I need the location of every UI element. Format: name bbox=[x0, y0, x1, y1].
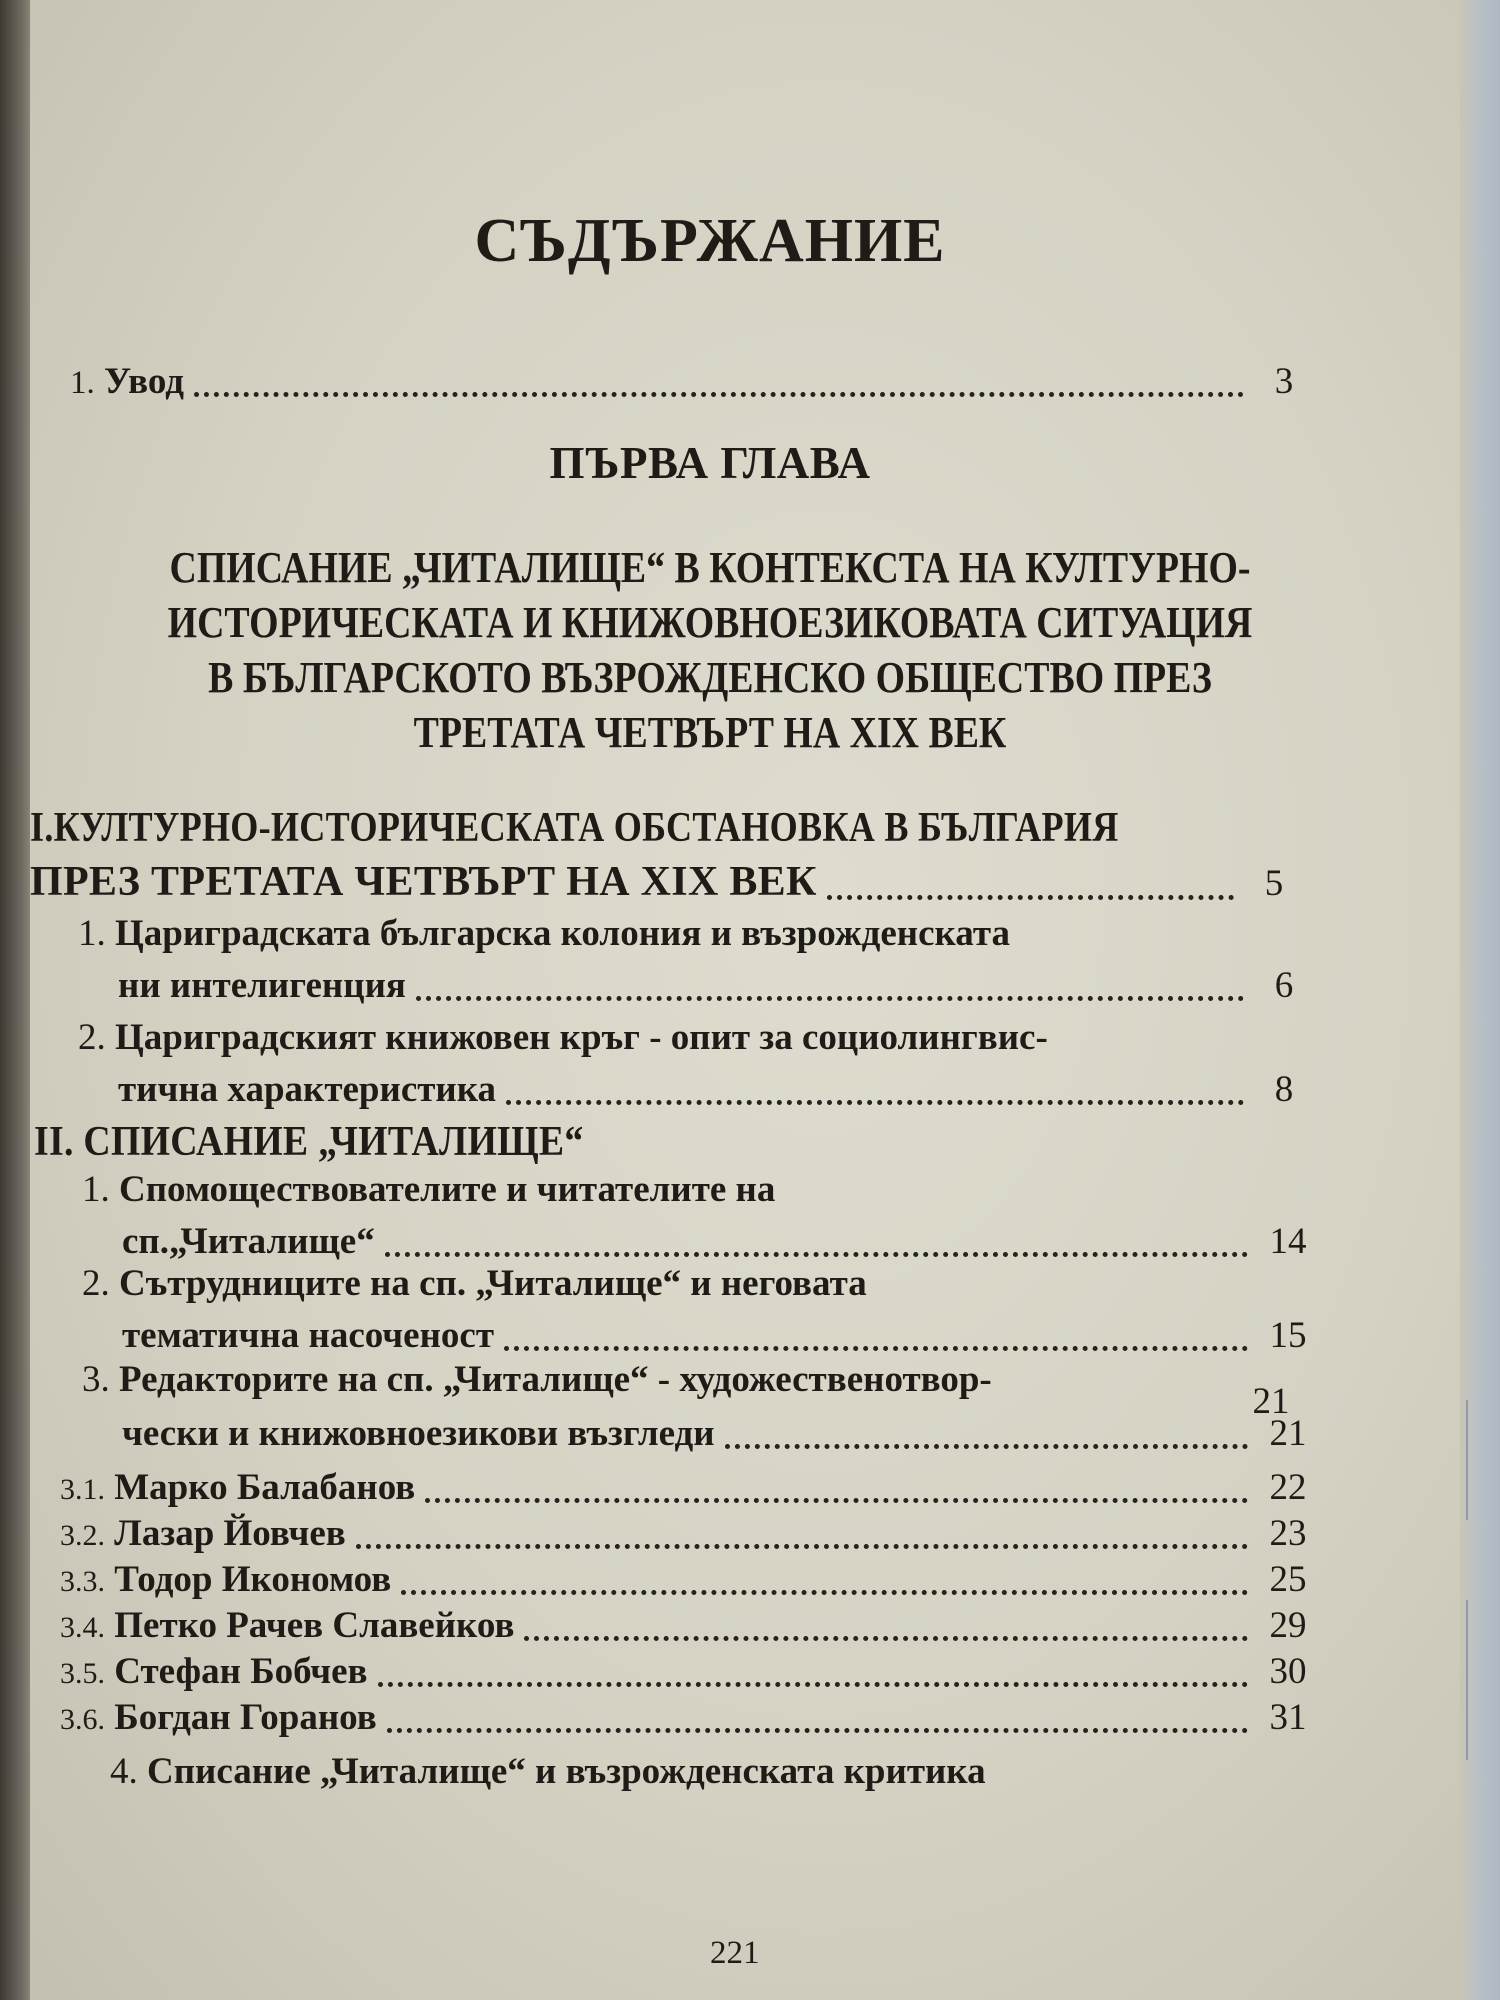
dot-leader bbox=[378, 1682, 1248, 1687]
section-1-heading: I.КУЛТУРНО-ИСТОРИЧЕСКАТА ОБСТАНОВКА В БЪЛГАРИЯ bbox=[30, 805, 1119, 851]
toc-entry-line bbox=[82, 1358, 992, 1401]
entry-label: Увод bbox=[104, 361, 184, 402]
entry-page: 14 bbox=[1269, 1221, 1307, 1262]
chapter-title bbox=[151, 540, 1269, 760]
chapter-title-line: ТРЕТАТА ЧЕТВЪРТ НА XIX ВЕК bbox=[413, 708, 1007, 757]
chapter-title-line: СПИСАНИЕ „ЧИТАЛИЩЕ“ В КОНТЕКСТА НА КУЛТУРНО- bbox=[169, 543, 1251, 592]
entry-number: 2. bbox=[78, 1017, 106, 1058]
entry-page: 3 bbox=[1274, 361, 1294, 402]
entry-label: Марко Балабанов bbox=[114, 1467, 416, 1508]
entry-number: 3.4. bbox=[60, 1611, 105, 1644]
toc-entry-cont bbox=[122, 1314, 1314, 1357]
entry-label: Цариградският книжовен кръг - опит за социолингвис- bbox=[115, 1017, 1048, 1058]
entry-label-cont: ни интелигенция bbox=[118, 965, 406, 1006]
entry-page: 8 bbox=[1274, 1069, 1294, 1110]
entry-label: Спомоществователите и читателите на bbox=[119, 1169, 776, 1210]
toc-entry-last bbox=[110, 1750, 986, 1793]
entry-number: 3.3. bbox=[60, 1565, 105, 1598]
entry-label-cont: чески и книжовноезикови възгледи bbox=[122, 1413, 715, 1454]
dot-leader bbox=[416, 996, 1244, 1001]
entry-label: Петко Рачев Славейков bbox=[114, 1605, 515, 1646]
toc-entry-editor bbox=[60, 1696, 1314, 1739]
entry-label: Сътрудниците на сп. „Читалище“ и неговата bbox=[119, 1263, 867, 1304]
toc-entry-section-1 bbox=[30, 858, 1300, 906]
entry-page: 5 bbox=[1264, 863, 1284, 904]
dot-leader bbox=[827, 895, 1234, 900]
entry-label-cont: сп.„Читалище“ bbox=[122, 1221, 375, 1262]
page-number: 221 bbox=[710, 1935, 760, 1971]
dot-leader bbox=[725, 1444, 1248, 1449]
toc-entry-editor bbox=[60, 1512, 1314, 1555]
chapter-title-line: В БЪЛГАРСКОТО ВЪЗРОЖДЕНСКО ОБЩЕСТВО ПРЕЗ bbox=[208, 653, 1212, 702]
entry-number: 1. bbox=[82, 1169, 110, 1210]
entry-number: 3. bbox=[82, 1359, 110, 1400]
dot-leader bbox=[524, 1636, 1248, 1641]
entry-label: Списание „Читалище“ и възрожденската критика bbox=[147, 1751, 986, 1792]
entry-number: 3.5. bbox=[60, 1657, 105, 1690]
entry-label: Редакторите на сп. „Читалище“ - художественотвор- bbox=[119, 1359, 992, 1400]
section-1-heading-cont: ПРЕЗ ТРЕТАТА ЧЕТВЪРТ НА XIX ВЕК bbox=[30, 859, 817, 905]
dot-leader bbox=[194, 392, 1244, 397]
entry-page: 29 bbox=[1269, 1605, 1307, 1646]
entry-number: 1. bbox=[70, 365, 95, 401]
dot-leader bbox=[385, 1252, 1248, 1257]
toc-entry-line bbox=[78, 1016, 1048, 1059]
chapter-heading: ПЪРВА ГЛАВА bbox=[549, 438, 871, 488]
toc-entry-editor bbox=[60, 1650, 1314, 1693]
toc-entry-cont bbox=[118, 1068, 1310, 1111]
toc-entry-line bbox=[82, 1168, 775, 1211]
entry-label: Тодор Икономов bbox=[114, 1559, 392, 1600]
entry-page: 23 bbox=[1269, 1513, 1307, 1554]
entry-number: 3.6. bbox=[60, 1703, 105, 1736]
toc-entry-line bbox=[82, 1262, 867, 1305]
chapter-title-line: ИСТОРИЧЕСКАТА И КНИЖОВНОЕЗИКОВАТА СИТУАЦИЯ bbox=[167, 598, 1253, 647]
dot-leader bbox=[401, 1590, 1248, 1595]
toc-entry-cont bbox=[122, 1220, 1314, 1263]
toc-entry-editor bbox=[60, 1604, 1314, 1647]
dot-leader bbox=[506, 1100, 1244, 1105]
entry-number: 2. bbox=[82, 1263, 110, 1304]
page-title: СЪДЪРЖАНИЕ bbox=[474, 207, 946, 275]
entry-page: 22 bbox=[1269, 1467, 1307, 1508]
book-page bbox=[30, 0, 1470, 2000]
dot-leader bbox=[356, 1544, 1248, 1549]
toc-entry-line bbox=[78, 912, 1010, 955]
entry-page-extra: 21 bbox=[1252, 1381, 1290, 1422]
entry-label-cont: тична характеристика bbox=[118, 1069, 497, 1110]
entry-page: 6 bbox=[1274, 965, 1294, 1006]
entry-label-cont: тематична насоченост bbox=[122, 1315, 495, 1356]
adjacent-page-edge bbox=[1460, 0, 1500, 2000]
dot-leader bbox=[387, 1728, 1248, 1733]
entry-label: Стефан Бобчев bbox=[114, 1651, 368, 1692]
entry-label: Цариградската българска колония и възрожденската bbox=[115, 913, 1010, 954]
entry-page: 25 bbox=[1269, 1559, 1307, 1600]
entry-page: 21 bbox=[1269, 1413, 1307, 1454]
dot-leader bbox=[504, 1346, 1248, 1351]
entry-number: 4. bbox=[110, 1751, 138, 1792]
toc-entry-cont bbox=[118, 964, 1310, 1007]
dot-leader bbox=[425, 1498, 1248, 1503]
entry-page: 30 bbox=[1269, 1651, 1307, 1692]
toc-entry-editor bbox=[60, 1558, 1314, 1601]
entry-page: 31 bbox=[1269, 1697, 1307, 1738]
entry-page: 15 bbox=[1269, 1315, 1307, 1356]
entry-label: Лазар Йовчев bbox=[114, 1513, 346, 1554]
entry-number: 3.1. bbox=[60, 1473, 105, 1506]
section-2-heading: II. СПИСАНИЕ „ЧИТАЛИЩЕ“ bbox=[34, 1119, 584, 1165]
entry-number: 3.2. bbox=[60, 1519, 105, 1552]
toc-entry-cont bbox=[122, 1412, 1314, 1455]
entry-label: Богдан Горанов bbox=[114, 1697, 377, 1738]
entry-number: 1. bbox=[78, 913, 106, 954]
toc-entry-intro bbox=[70, 360, 1310, 403]
toc-entry-editor bbox=[60, 1466, 1314, 1509]
